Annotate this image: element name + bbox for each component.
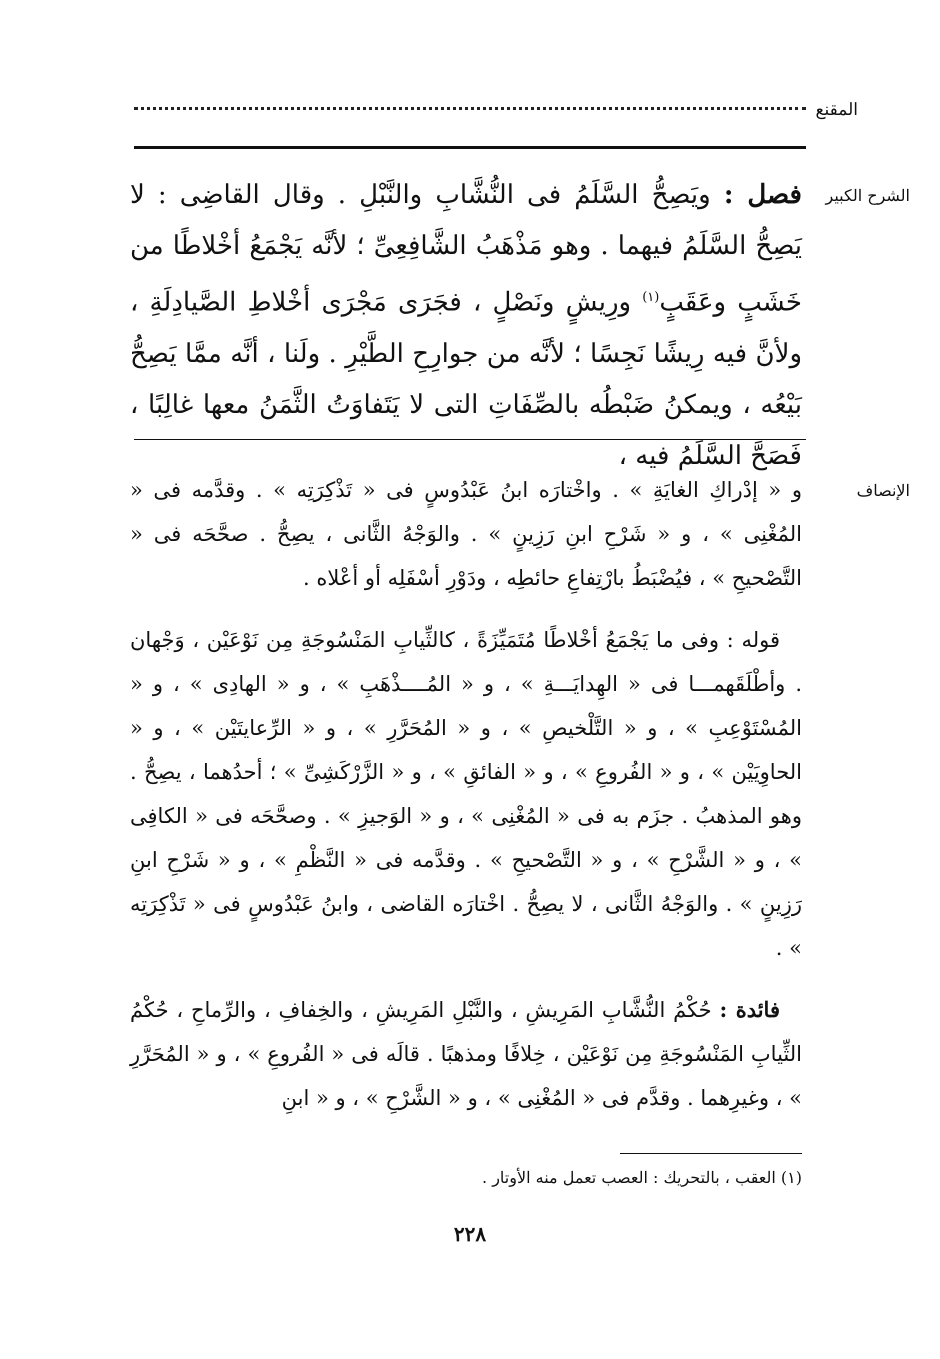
insaf-paragraph-2: قوله : وفى ما يَجْمَعُ أخْلاطًا مُتَمَيِّزَةً ، كالثِّيابِ المَنْسُوجَةِ مِن نَوْعَيْن ، وَجْهان . وأطْلَقَهمـــا فى « الهِدايَـــةِ » ، و « المُــــذْهَبِ » ، و « الهادِى » ، و « المُسْتَوْعِبِ » ، و « التَّلْخيصِ » ، و « المُحَرَّرِ » ، و « الرِّعايتَيْن » ، و « الحاوِيَيْن » ، و « الفُروعِ » ، و « الفائقِ » ، و « الزَّرْكَشِىِّ » ؛ أحدُهما ، يصِحُّ . وهو المذهبُ . جزَم به فى « المُغْنِى » ، و « الوَجيزِ » . وصحَّحَه فى « الكافِى » ، و « الشَّرْحِ » ، و « التَّصْحيحِ » . وقدَّمه فى « النَّظْمِ » ، و « شَرْحِ ابنِ رَزِينٍ » . والوَجْهُ الثَّانى ، لا يصِحُّ . اخْتارَه القاضى ، وابنُ عَبْدُوسٍ فى « تَذْكِرَتِه » . [130,628,802,960]
header-rule [134,146,806,149]
insaf-paragraph-3 [130,988,802,1120]
sharh-text-b: ورِيشٍ ونَصْلٍ ، فجَرَى مَجْرَى أخْلاطِ الصَّيادِلَةِ ، ولأنَّ فيه رِيشًا نَجِسًا ؛ لأنَّه من جوارِحِ الطَّيْرِ . ولَنا ، أنَّه ممَّا يَصِحُّ بَيْعُه ، ويمكنُ ضَبْطُه بالصِّفَاتِ التى لا يَتَفاوَتُ الثَّمَنُ معها غالِبًا ، فَصَحَّ السَّلَمُ فيه ، [130,287,802,471]
footnote-rule [620,1153,802,1154]
insaf-lead: فائدة : [719,997,780,1022]
sharh-side-label: الشرح الكبير [825,186,910,205]
insaf-paragraph-1: و « إدْراكِ الغايَةِ » . واخْتارَه ابنُ عَبْدُوسٍ فى « تَذْكِرَتِه » . وقدَّمه فى « المُغْنِى » ، و « شَرْحِ ابنِ رَزِينٍ » . والوَجْهُ الثَّانى ، يصِحُّ . صحَّحَه فى « التَّصْحيحِ » ، فيُضْبَطُ بارْتِفاعِ حائطِه ، ودَوْرِ أسْفَلِه أو أعْلاه . [130,478,802,590]
footnote: (١) العقب ، بالتحريك : العصب تعمل منه الأوتار . [482,1168,802,1187]
sharh-paragraph [130,170,802,482]
page-number: ٢٢٨ [453,1222,487,1246]
insaf-side-label: الإنصاف [856,481,910,500]
insaf-section [130,468,802,1138]
header-dotted-rule [134,107,806,110]
sharh-lead: فصل : [723,180,802,210]
section-divider [134,439,806,440]
sharh-text-a: ويَصِحُّ السَّلَمُ فى النُّشَّابِ والنَّبْلِ . وقال القاضِى : لا يَصِحُّ السَّلَمُ فيهما . وهو مَذْهَبُ الشَّافِعِىِّ ؛ لأنَّه يَجْمَعُ أخْلاطًا من خَشَبٍ وعَقَبٍ [130,180,802,318]
sharh-section [130,170,802,482]
running-header-title: المقنع [815,100,858,120]
footnote-ref: (١) [642,290,660,305]
insaf-paragraph-3-text: حُكْمُ النُّشَّابِ المَرِيشِ ، والنَّبْلِ المَرِيشِ ، والخِفافِ ، والرِّماحِ ، حُكْمُ الثِّيابِ المَنْسُوجَةِ مِن نَوْعَيْن ، خِلافًا ومذهبًا . قالَه فى « الفُروعِ » ، و « المُحَرَّرِ » ، وغيرِهما . وقدَّم فى « المُغْنِى » ، و « الشَّرْحِ » ، و « ابنِ [130,998,802,1110]
